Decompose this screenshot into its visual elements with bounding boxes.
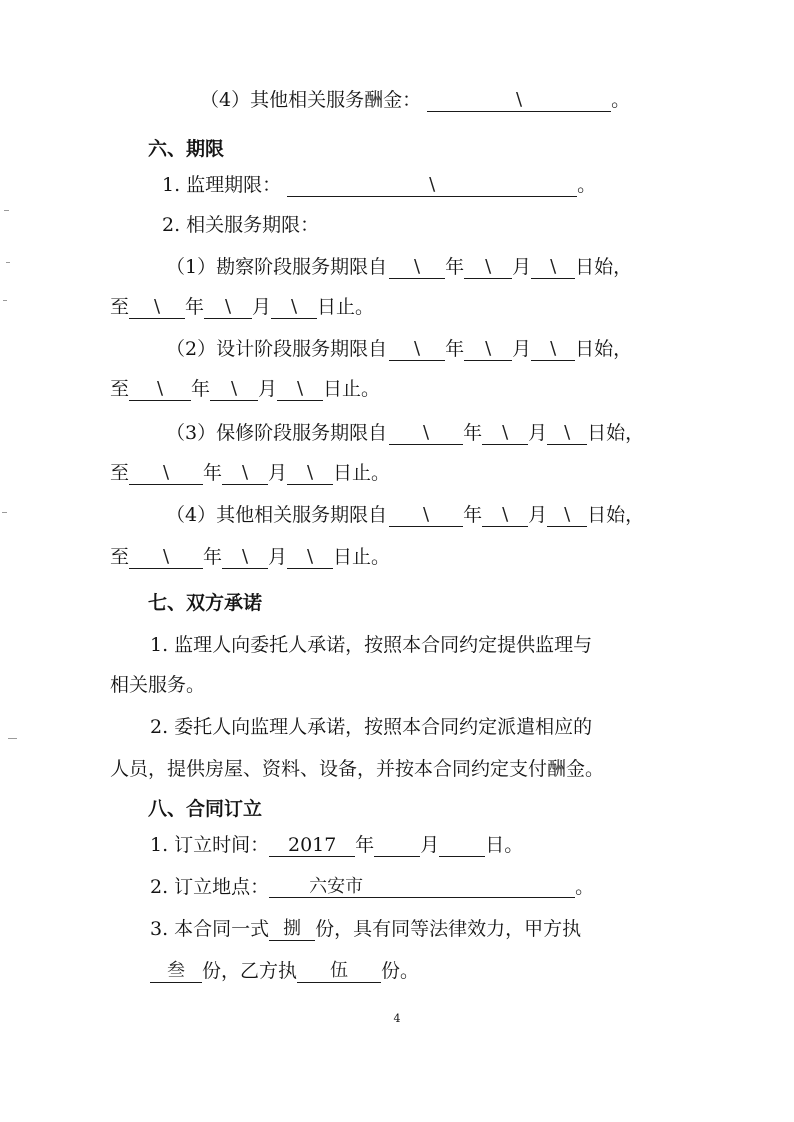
period-line-start: （4）其他相关服务期限自 \ 年 \ 月 \ 日始， (166, 504, 645, 526)
signing-place-field: 六安市 (269, 874, 575, 898)
signing-month-field (374, 832, 420, 857)
commitment-2-line-1: 2. 委托人向监理人承诺，按照本合同约定派遣相应的 (150, 716, 593, 738)
to-day-field: \ (287, 544, 333, 569)
from-month-field: \ (464, 254, 512, 279)
signing-year-field: 2017 (269, 832, 355, 857)
from-day-field: \ (531, 254, 575, 279)
to-year-field: \ (129, 460, 203, 485)
scan-speck (6, 262, 10, 263)
to-day-field: \ (271, 294, 317, 319)
period-line-end: 至 \ 年 \ 月 \ 日止。 (110, 462, 391, 484)
to-day-field: \ (287, 460, 333, 485)
from-day-field: \ (531, 336, 575, 361)
to-day-field: \ (277, 376, 323, 401)
related-service-period-label: 2. 相关服务期限： (162, 214, 320, 236)
party-a-copies-field: 叁 (150, 958, 202, 983)
from-day-field: \ (547, 420, 587, 445)
supervision-period-field: \ (287, 172, 577, 197)
to-year-field: \ (129, 294, 185, 319)
to-month-field: \ (222, 544, 268, 569)
copies-line-2: 叁 份，乙方执 伍 份。 (150, 958, 419, 984)
page-number: 4 (393, 1012, 401, 1025)
section-8-title: 八、合同订立 (148, 798, 263, 820)
scan-speck (4, 210, 9, 211)
from-month-field: \ (464, 336, 512, 361)
to-month-field: \ (222, 460, 268, 485)
signing-place-line: 2. 订立地点： 六安市 。 (150, 876, 595, 898)
scan-speck (2, 512, 7, 513)
to-month-field: \ (210, 376, 258, 401)
from-year-field: \ (389, 336, 445, 361)
period-line-start: （3）保修阶段服务期限自 \ 年 \ 月 \ 日始， (166, 422, 645, 444)
signing-time-line: 1. 订立时间： 2017 年 月 日。 (150, 834, 524, 856)
from-month-field: \ (482, 502, 528, 527)
party-b-copies-field: 伍 (297, 958, 381, 983)
other-fee-field: \ (427, 87, 611, 112)
commitment-2-line-2: 人员，提供房屋、资料、设备，并按本合同约定支付酬金。 (110, 758, 605, 780)
scan-speck (8, 738, 17, 739)
period-line-end: 至 \ 年 \ 月 \ 日止。 (110, 378, 381, 400)
period-line-start: （2）设计阶段服务期限自 \ 年 \ 月 \ 日始， (166, 338, 633, 360)
other-fee-line: （4）其他相关服务酬金： \ 。 (200, 89, 631, 111)
from-year-field: \ (389, 502, 463, 527)
scan-speck (3, 300, 7, 301)
commitment-1-line-2: 相关服务。 (110, 674, 206, 696)
to-month-field: \ (204, 294, 252, 319)
section-7-title: 七、双方承诺 (148, 592, 263, 614)
copies-line-1: 3. 本合同一式 捌 份，具有同等法律效力，甲方执 (150, 918, 582, 940)
period-line-start: （1）勘察阶段服务期限自 \ 年 \ 月 \ 日始， (166, 256, 633, 278)
total-copies-field: 捌 (269, 916, 315, 941)
from-year-field: \ (389, 254, 445, 279)
period-line-end: 至 \ 年 \ 月 \ 日止。 (110, 296, 375, 318)
supervision-period-line: 1. 监理期限： \ 。 (162, 174, 597, 196)
from-month-field: \ (482, 420, 528, 445)
from-year-field: \ (389, 420, 463, 445)
to-year-field: \ (129, 376, 191, 401)
section-6-title: 六、期限 (148, 138, 225, 160)
to-year-field: \ (129, 544, 203, 569)
period-line-end: 至 \ 年 \ 月 \ 日止。 (110, 546, 391, 568)
commitment-1-line-1: 1. 监理人向委托人承诺，按照本合同约定提供监理与 (150, 634, 593, 656)
from-day-field: \ (547, 502, 587, 527)
signing-day-field (439, 832, 485, 857)
